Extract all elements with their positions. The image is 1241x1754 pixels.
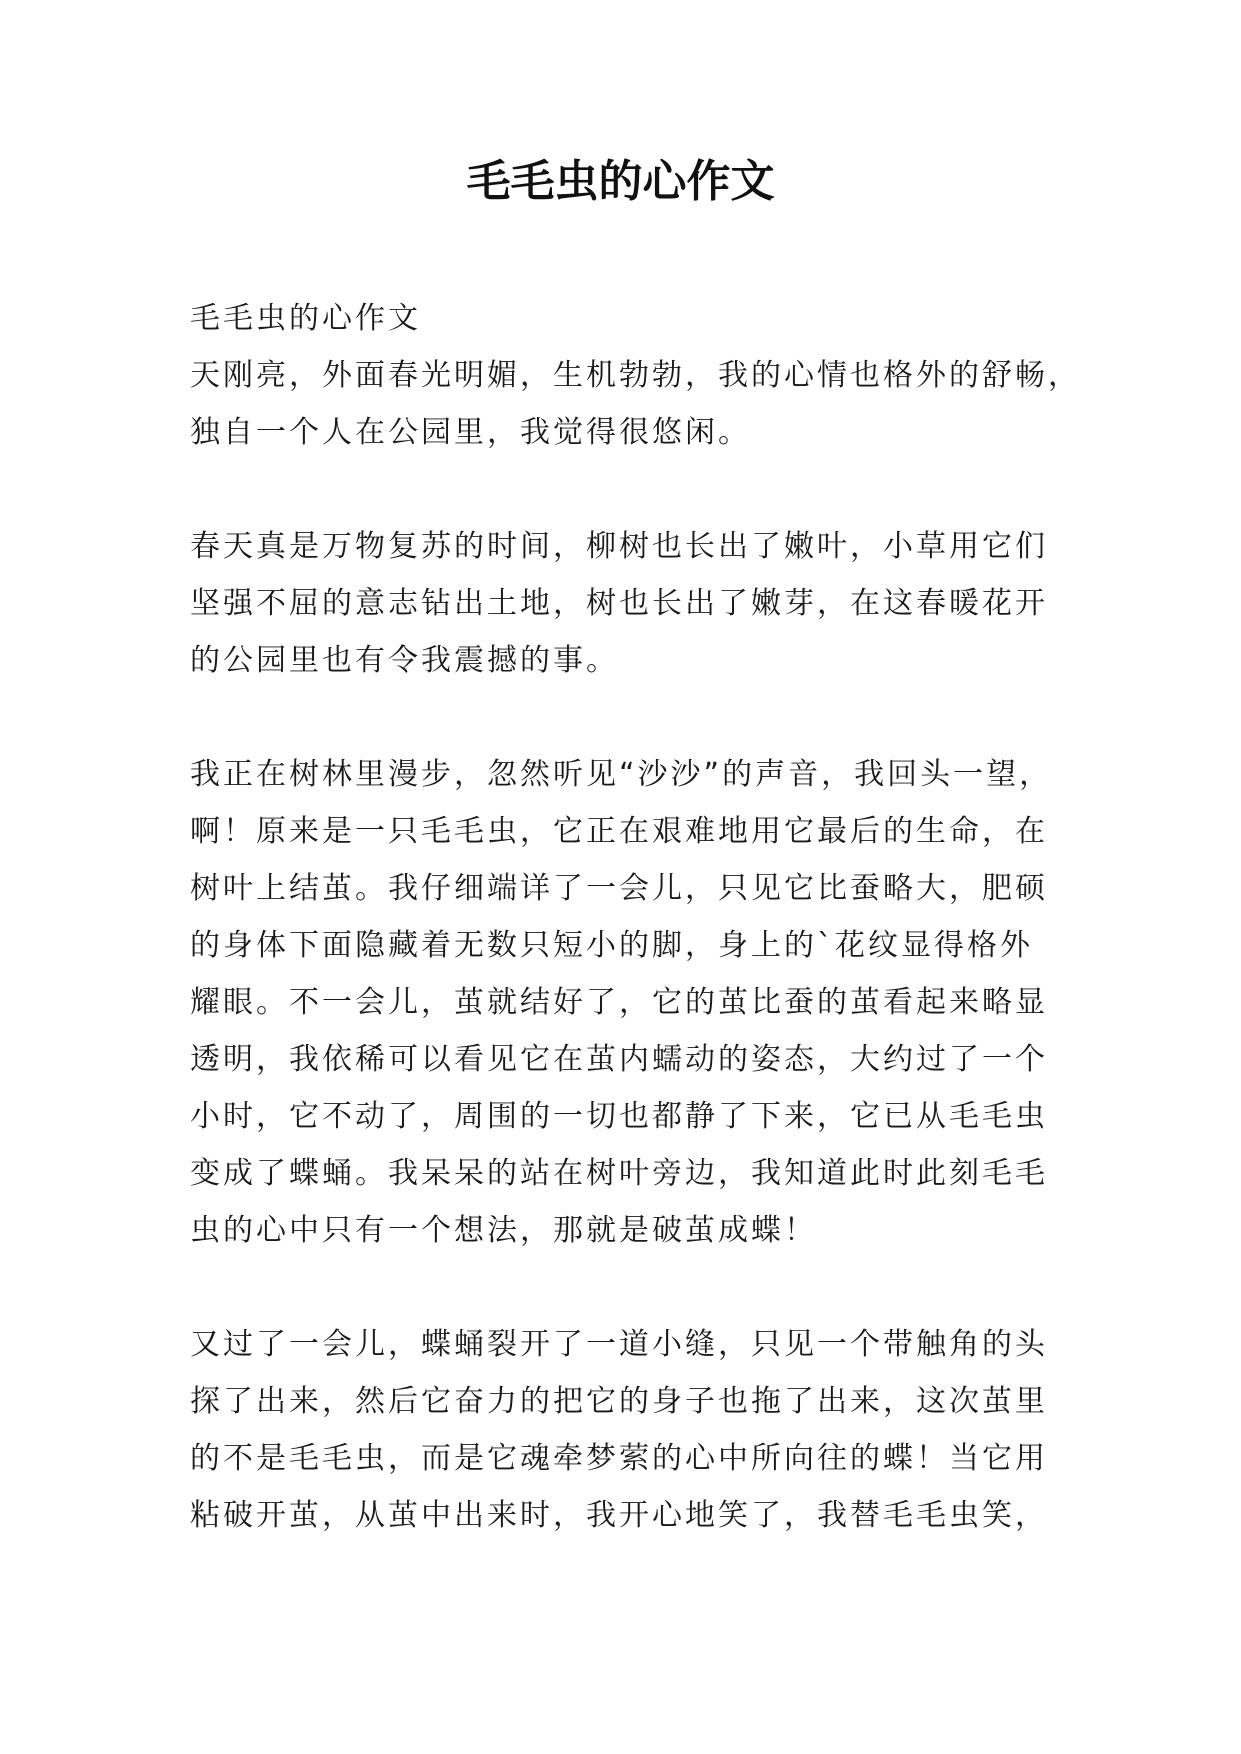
paragraph-4-line-4: 粘破开茧，从茧中出来时，我开心地笑了，我替毛毛虫笑， — [190, 1498, 1048, 1533]
paragraph-3-line-4: 的身体下面隐藏着无数只短小的脚，身上的`花纹显得格外 — [190, 928, 1033, 963]
paragraph-4-line-2: 探了出来，然后它奋力的把它的身子也拖了出来，这次茧里 — [190, 1384, 1048, 1419]
paragraph-4-line-1: 又过了一会儿，蝶蛹裂开了一道小缝，只见一个带触角的头 — [190, 1327, 1048, 1362]
paragraph-gap — [190, 689, 1070, 746]
paragraph-3-line-9: 虫的心中只有一个想法，那就是破茧成蝶！ — [190, 1213, 817, 1248]
paragraph-1-line-2: 独自一个人在公园里，我觉得很悠闲。 — [190, 415, 751, 450]
document-body — [190, 290, 1081, 1544]
paragraph-2-line-2: 坚强不屈的意志钻出土地，树也长出了嫩芽，在这春暖花开 — [190, 586, 1048, 621]
paragraph-3-line-2: 啊！原来是一只毛毛虫，它正在艰难地用它最后的生命，在 — [190, 814, 1048, 849]
paragraph-3-line-5: 耀眼。不一会儿，茧就结好了，它的茧比蚕的茧看起来略显 — [190, 985, 1048, 1020]
paragraph-2-line-3: 的公园里也有令我震撼的事。 — [190, 643, 619, 678]
paragraph-2-line-1: 春天真是万物复苏的时间，柳树也长出了嫩叶，小草用它们 — [190, 529, 1048, 564]
paragraph-3-line-6: 透明，我依稀可以看见它在茧内蠕动的姿态，大约过了一个 — [190, 1042, 1048, 1077]
paragraph-gap — [190, 461, 1070, 518]
paragraph-1-line-1: 天刚亮，外面春光明媚，生机勃勃，我的心情也格外的舒畅， — [190, 358, 1081, 393]
paragraph-3-line-1: 我正在树林里漫步，忽然听见“沙沙”的声音，我回头一望， — [190, 757, 1053, 792]
paragraph-3-line-3: 树叶上结茧。我仔细端详了一会儿，只见它比蚕略大，肥硕 — [190, 871, 1048, 906]
paragraph-4-line-3: 的不是毛毛虫，而是它魂牵梦萦的心中所向往的蝶！当它用 — [190, 1441, 1048, 1476]
body-subtitle-line: 毛毛虫的心作文 — [190, 301, 421, 336]
paragraph-gap — [190, 1259, 1070, 1316]
paragraph-3-line-7: 小时，它不动了，周围的一切也都静了下来，它已从毛毛虫 — [190, 1099, 1048, 1134]
document-title: 毛毛虫的心作文 — [466, 156, 775, 207]
paragraph-3-line-8: 变成了蝶蛹。我呆呆的站在树叶旁边，我知道此时此刻毛毛 — [190, 1156, 1048, 1191]
